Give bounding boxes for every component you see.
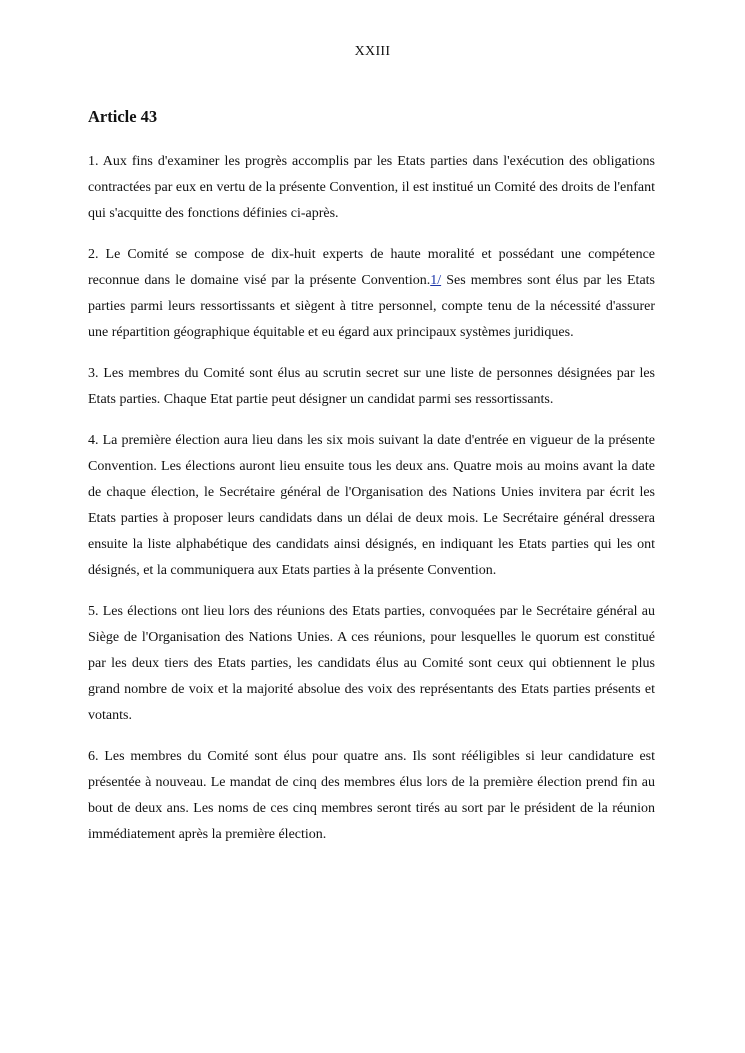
paragraph-2-text-before: 2. Le Comité se compose de dix-huit experts de haute moralité et possédant une compétence reconnue dans le domaine visé par la présente Convention. — [88, 247, 655, 288]
paragraph-4: 4. La première élection aura lieu dans les six mois suivant la date d'entrée en vigueur de la présente Convention. Les élections auront lieu ensuite tous les deux ans. Quatre mois au moins avant la date de chaque élection, le Secrétaire général de l'Organisation des Nations Unies invitera par écrit les Etats parties à proposer leurs candidats dans un délai de deux mois. Le Secrétaire général dressera ensuite la liste alphabétique des candidats ainsi désignés, en indiquant les Etats parties qui les ont désignés, et la communiquera aux Etats parties à la présente Convention. — [88, 433, 655, 578]
paragraph-6: 6. Les membres du Comité sont élus pour quatre ans. Ils sont rééligibles si leur candidature est présentée à nouveau. Le mandat de cinq des membres élus lors de la première élection prend fin au bout de deux ans. Les noms de ces cinq membres seront tirés au sort par le président de la réunion immédiatement après la première élection. — [88, 749, 655, 842]
article-body — [88, 149, 655, 863]
paragraph-5: 5. Les élections ont lieu lors des réunions des Etats parties, convoquées par le Secrétaire général au Siège de l'Organisation des Nations Unies. A ces réunions, pour lesquelles le quorum est constitué par les deux tiers des Etats parties, les candidats élus au Comité sont ceux qui obtiennent le plus grand nombre de voix et la majorité absolue des voix des représentants des Etats parties présents et votants. — [88, 604, 655, 723]
page-number: XXIII — [354, 44, 391, 59]
paragraph-3: 3. Les membres du Comité sont élus au scrutin secret sur une liste de personnes désignées par les Etats parties. Chaque Etat partie peut désigner un candidat parmi ses ressortissants. — [88, 366, 655, 407]
paragraph-1: 1. Aux fins d'examiner les progrès accomplis par les Etats parties dans l'exécution des obligations contractées par eux en vertu de la présente Convention, il est institué un Comité des droits de l'enfant qui s'acquitte des fonctions définies ci-après. — [88, 154, 655, 221]
paragraph-2 — [88, 242, 655, 346]
footnote-link[interactable]: 1/ — [430, 273, 442, 288]
paragraph-2-text-after: Ses membres sont élus par les Etats parties parmi leurs ressortissants et siègent à titre personnel, compte tenu de la nécessité d'assurer une répartition géographique équitable et eu égard aux principaux systèmes juridiques. — [88, 273, 656, 340]
article-title: Article 43 — [88, 107, 158, 126]
